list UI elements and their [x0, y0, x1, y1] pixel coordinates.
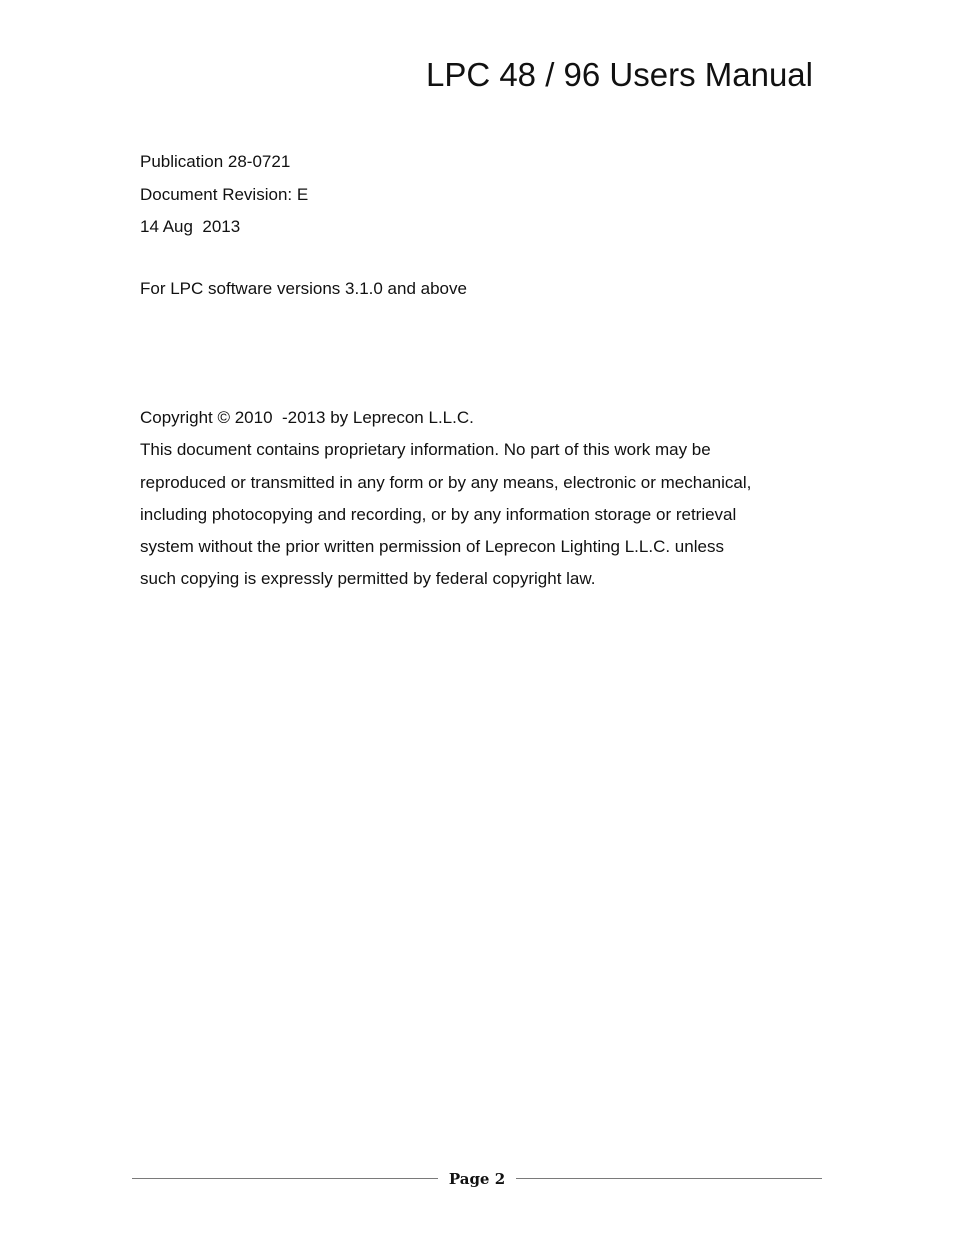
software-version-note: For LPC software versions 3.1.0 and above	[140, 279, 467, 298]
document-revision: Document Revision: E	[140, 184, 309, 204]
page-number: Page 2	[448, 1170, 506, 1188]
copyright-notice	[140, 402, 840, 596]
footer-divider-left	[132, 1178, 438, 1179]
copyright-line: system without the prior written permission of Leprecon Lighting L.L.C. unless	[140, 537, 724, 557]
copyright-line: This document contains proprietary information. No part of this work may be	[140, 440, 711, 460]
footer-divider-right	[516, 1178, 822, 1179]
document-title: LPC 48 / 96 Users Manual	[425, 56, 813, 93]
publication-date: 14 Aug 2013	[140, 217, 241, 236]
copyright-line: Copyright © 2010 -2013 by Leprecon L.L.C.	[140, 408, 474, 427]
copyright-line: including photocopying and recording, or by any information storage or retrieval	[140, 504, 737, 524]
publication-info	[140, 146, 308, 244]
copyright-line: such copying is expressly permitted by federal copyright law.	[140, 569, 596, 589]
copyright-line: reproduced or transmitted in any form or by any means, electronic or mechanical,	[140, 472, 752, 492]
publication-number: Publication 28-0721	[140, 152, 291, 171]
page-footer	[132, 1166, 822, 1192]
